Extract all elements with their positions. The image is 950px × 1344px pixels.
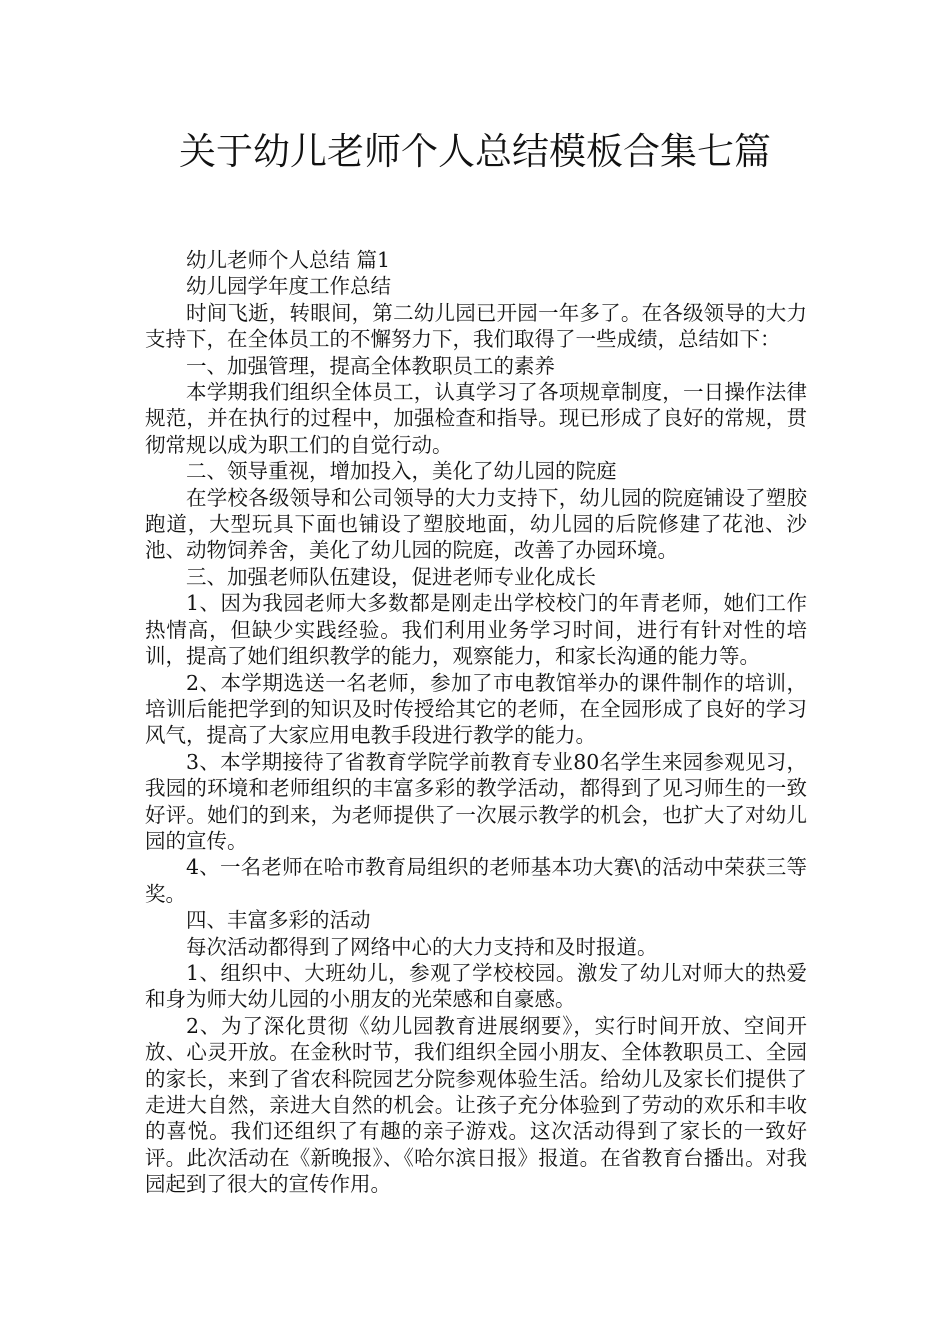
subheading: 四、丰富多彩的活动: [186, 908, 371, 933]
section-heading: 幼儿老师个人总结 篇1: [186, 248, 391, 272]
paragraph: 4、一名老师在哈市教育局组织的老师基本功大赛\的活动中荣获三等奖。: [145, 855, 807, 906]
paragraph: 2、为了深化贯彻《幼儿园教育进展纲要》，实行时间开放、空间开放、心灵开放。在金秋时节，我们组织全园小朋友、全体教职员工、全园的家长，来到了省农科院园艺分院参观体验生活。给幼儿及家长们提供了走进大自然，亲进大自然的机会。让孩子充分体验到了劳动的欢乐和丰收的喜悦。我们还组织了有趣的亲子游戏。这次活动得到了家长的一致好评。此次活动在《新晚报》、《哈尔滨日报》报道。在省教育台播出。对我园起到了很大的宣传作用。: [145, 1013, 807, 1197]
paragraph: 3、本学期接待了省教育学院学前教育专业80名学生来园参观见习，我园的环境和老师组织的丰富多彩的教学活动，都得到了见习师生的一致好评。她们的到来，为老师提供了一次展示教学的机会，也扩大了对幼儿园的宣传。: [145, 749, 807, 853]
subheading: 一、加强管理，提高全体教职员工的素养: [186, 353, 555, 378]
paragraph: 1、组织中、大班幼儿，参观了学校校园。激发了幼儿对师大的热爱和身为师大幼儿园的小朋友的光荣感和自豪感。: [145, 960, 807, 1012]
paragraph: 每次活动都得到了网络中心的大力支持和及时报道。: [186, 934, 658, 959]
document-body: [145, 247, 807, 1198]
paragraph: 2、本学期选送一名老师，参加了市电教馆举办的课件制作的培训，培训后能把学到的知识及时传授给其它的老师，在全园形成了良好的学习风气，提高了大家应用电教手段进行教学的能力。: [145, 670, 807, 748]
paragraph: 1、因为我园老师大多数都是刚走出学校校门的年青老师，她们工作热情高，但缺少实践经验。我们利用业务学习时间，进行有针对性的培训，提高了她们组织教学的能力，观察能力，和家长沟通的能力等。: [145, 591, 807, 669]
document-title: 关于幼儿老师个人总结模板合集七篇: [179, 130, 771, 173]
paragraph: 时间飞逝，转眼间，第二幼儿园已开园一年多了。在各级领导的大力支持下，在全体员工的不懈努力下，我们取得了一些成绩，总结如下：: [145, 300, 807, 352]
paragraph: 本学期我们组织全体员工，认真学习了各项规章制度，一日操作法律规范，并在执行的过程中，加强检查和指导。现已形成了良好的常规，贯彻常规以成为职工们的自觉行动。: [145, 380, 807, 457]
subtitle: 幼儿园学年度工作总结: [186, 274, 391, 299]
subheading: 二、领导重视，增加投入，美化了幼儿园的院庭: [186, 459, 617, 484]
subheading: 三、加强老师队伍建设，促进老师专业化成长: [186, 564, 596, 589]
paragraph: 在学校各级领导和公司领导的大力支持下，幼儿园的院庭铺设了塑胶跑道，大型玩具下面也铺设了塑胶地面，幼儿园的后院修建了花池、沙池、动物饲养舍，美化了幼儿园的院庭，改善了办园环境。: [145, 485, 807, 563]
